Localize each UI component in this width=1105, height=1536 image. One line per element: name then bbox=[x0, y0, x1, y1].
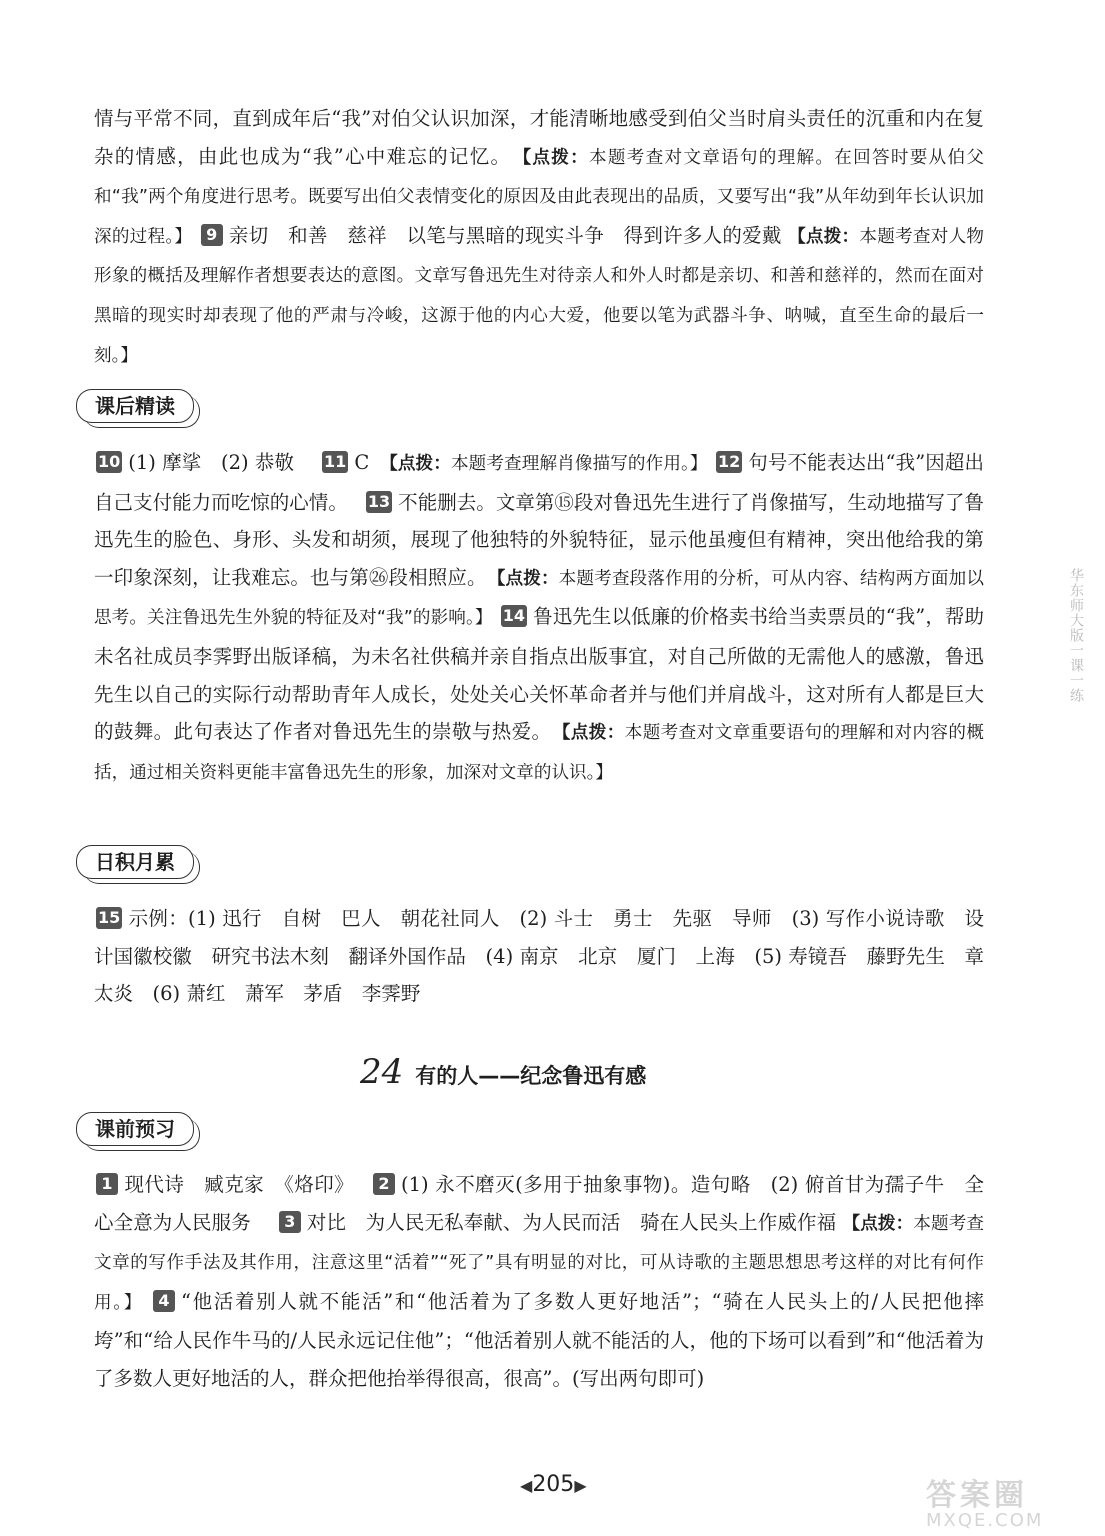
answer: 句号不能表达出“我”因超出自己支付能力而吃惊的心情。 bbox=[94, 451, 984, 514]
answer: (1) 摩挲 (2) 恭敬 bbox=[128, 451, 295, 474]
answer-block-2 bbox=[94, 444, 984, 792]
question-number: 9 bbox=[201, 224, 223, 246]
section-label: 日积月累 bbox=[76, 845, 194, 879]
tip: 【点拨：本题考查对人物形象的概括及理解作者想要表达的意图。文章写鲁迅先生对待亲人和外人时都是亲切、和善和慈祥的，然而在面对黑暗的现实时却表现了他的严肃与冷峻，这源于他的内心大爱，他要以笔为武器斗争、呐喊，直至生命的最后一刻。】 bbox=[94, 226, 984, 366]
answer: 对比 为人民无私奉献、为人民而活 骑在人民头上作威作福 bbox=[306, 1210, 837, 1234]
question-number: 11 bbox=[324, 452, 347, 471]
question-number: 2 bbox=[373, 1173, 395, 1195]
question-number: 14 bbox=[502, 606, 526, 626]
left-triangle-icon: ◀ bbox=[520, 1476, 533, 1495]
tip: 【点拨：本题考查文章的写作手法及其作用，注意这里“活着”“死了”具有明显的对比，可从诗歌的主题思想思考这样的对比有何作用。】 bbox=[94, 1213, 984, 1313]
side-book-title: 华东师大版一课一练 bbox=[1068, 568, 1084, 703]
answer: 示例：(1) 迅行 自树 巴人 朝花社同人 (2) 斗士 勇士 先驱 导师 (3) 写作小说诗歌 设计国徽校徽 研究书法木刻 翻译外国作品 (4) 南京 北京 厦门 上海 (5) 寿镜吾 藤野先生 章太炎 (6) 萧红 萧军 茅盾 李霁野 bbox=[94, 907, 984, 1006]
answer: 鲁迅先生以低廉的价格卖书给当卖票员的“我”，帮助未名社成员李霁野出版译稿，为未名社供稿并亲自指点出版事宜，对自己所做的无需他人的感激，鲁迅先生以自己的实际行动帮助青年人成长，处处关心关怀革命者并与他们并肩战斗，这对所有人都是巨大的鼓舞。此句表达了作者对鲁迅先生的崇敬与热爱。 bbox=[94, 605, 984, 744]
question-number: 1 bbox=[96, 1173, 118, 1195]
tip: 【点拨：本题考查理解肖像描写的作用。】 bbox=[388, 454, 708, 474]
lesson-title bbox=[360, 1052, 646, 1092]
watermark bbox=[926, 1470, 1096, 1530]
question-number: 3 bbox=[279, 1211, 301, 1233]
question-number: 4 bbox=[153, 1290, 175, 1312]
answer: “他活着别人就不能活”和“他活着为了多数人更好地活”；“骑在人民头上的/人民把他摔垮”和“给人民作牛马的/人民永远记住他”；“他活着别人就不能活的人，他的下场可以看到”和“他活着为了多数人更好地活的人，群众把他抬举得很高，很高”。(写出两句即可) bbox=[94, 1289, 984, 1390]
text-line: 复杂的情感，由此也成为“我”心中难忘的记忆。 bbox=[94, 107, 984, 168]
tip: 【点拨：本题考查段落作用的分析，可从内容、结构两方面加以思考。关注鲁迅先生外貌的特征及对“我”的影响。】 bbox=[94, 568, 984, 629]
answer: 现代诗 臧克家 《烙印》 bbox=[124, 1173, 345, 1196]
page-number bbox=[520, 1472, 587, 1497]
watermark-logo: 答案圈 bbox=[926, 1478, 1028, 1513]
section-label: 课后精读 bbox=[76, 389, 194, 423]
text-line: 情与平常不同，直到成年后“我”对伯父认识加深，才能清晰地感受到伯父当时肩头责任的沉重和内在 bbox=[94, 107, 965, 130]
answer-block-3 bbox=[94, 900, 984, 1013]
tip: 【点拨：本题考查对文章重要语句的理解和对内容的概括，通过相关资料更能丰富鲁迅先生的形象，加深对文章的认识。】 bbox=[94, 723, 984, 783]
lesson-title-text: 有的人——纪念鲁迅有感 bbox=[415, 1064, 647, 1088]
tip: 【点拨：本题考查对文章语句的理解。在回答时要从伯父和“我”两个角度进行思考。既要写出伯父表情变化的原因及由此表现出的品质，又要写出“我”从年幼到年长认识加深的过程。】 bbox=[94, 147, 984, 247]
question-number: 12 bbox=[717, 452, 741, 471]
section-label: 课前预习 bbox=[76, 1112, 194, 1146]
right-triangle-icon: ▶ bbox=[574, 1476, 587, 1495]
answer: (1) 永不磨灭(多用于抽象事物)。造句略 (2) 俯首甘为孺子牛 全心全意为人民服务 bbox=[94, 1173, 984, 1234]
answer: 亲切 和善 慈祥 以笔与黑暗的现实斗争 得到许多人的爱戴 bbox=[228, 223, 782, 247]
watermark-url: MXQE.COM bbox=[926, 1510, 1044, 1531]
lesson-number: 24 bbox=[360, 1052, 404, 1092]
question-number: 15 bbox=[98, 908, 121, 927]
page-number-text: 205 bbox=[532, 1472, 575, 1497]
question-number: 13 bbox=[367, 491, 391, 511]
answer-block-1 bbox=[94, 100, 984, 375]
answer: C bbox=[354, 451, 370, 474]
answer-block-4 bbox=[94, 1166, 984, 1398]
question-number: 10 bbox=[98, 452, 121, 471]
answer: 不能删去。文章第⑮段对鲁迅先生进行了肖像描写，生动地描写了鲁迅先生的脸色、身形、头发和胡须，展现了他独特的外貌特征，显示他虽瘦但有精神，突出他给我的第一印象深刻，让我难忘。也与第㉖段相照应。 bbox=[94, 490, 984, 589]
